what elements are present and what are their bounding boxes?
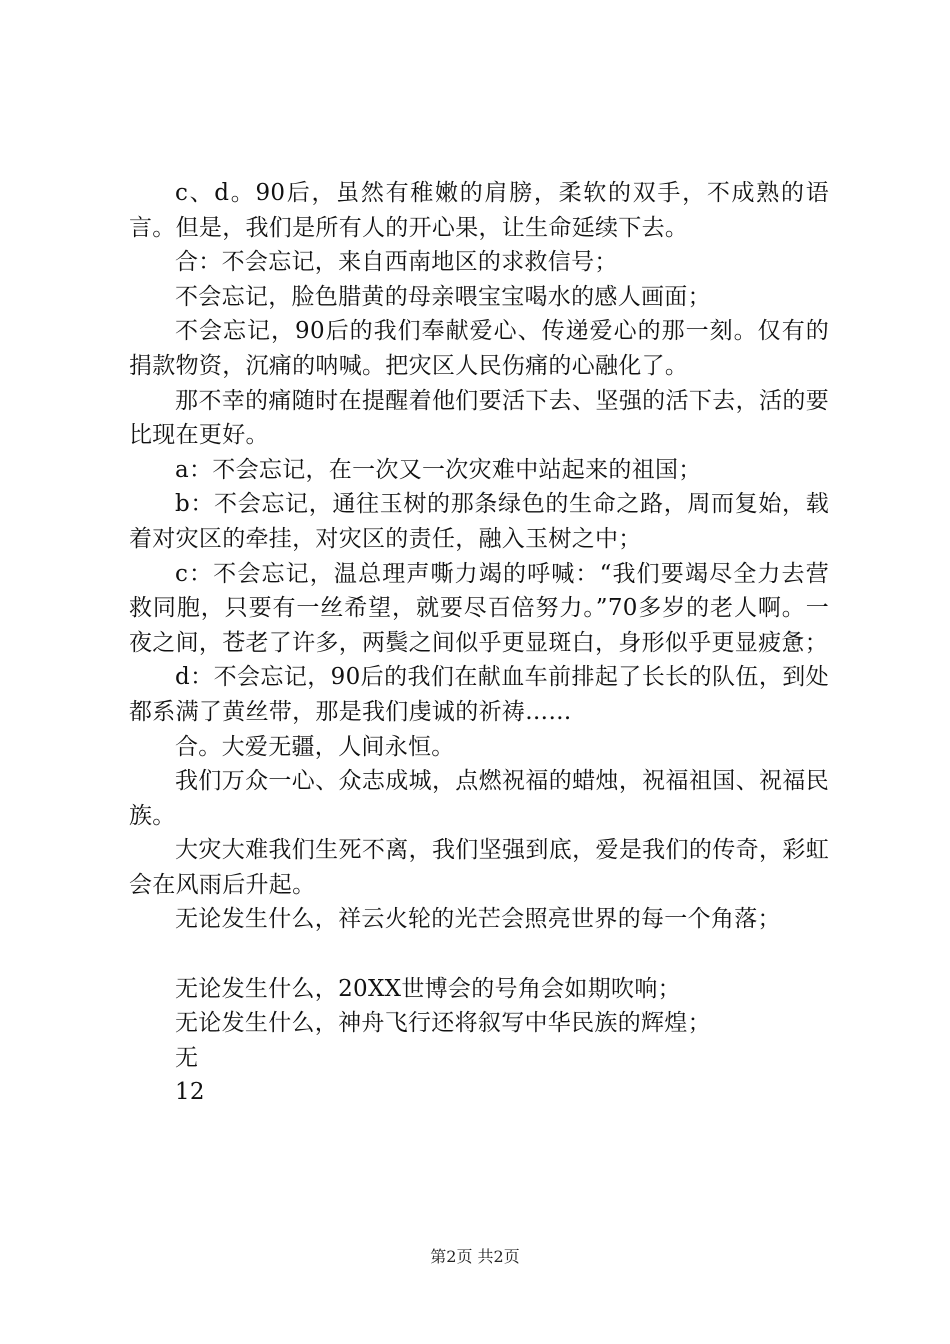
paragraph-7: b：不会忘记，通往玉树的那条绿色的生命之路，周而复始，载着对灾区的牵挂，对灾区的责任，融入玉树之中； (129, 491, 829, 552)
paragraph-4: 不会忘记，90后的我们奉献爱心、传递爱心的那一刻。仅有的捐款物资，沉痛的呐喊。把灾区人民伤痛的心融化了。 (129, 318, 829, 379)
document-body (129, 176, 829, 1110)
paragraph-9: d：不会忘记，90后的我们在献血车前排起了长长的队伍，到处都系满了黄丝带，那是我们虔诚的祈祷…… (129, 664, 829, 725)
paragraph-3: 不会忘记，脸色腊黄的母亲喂宝宝喝水的感人画面； (175, 283, 711, 310)
paragraph-5: 那不幸的痛随时在提醒着他们要活下去、坚强的活下去，活的要比现在更好。 (129, 387, 829, 449)
paragraph-17: 12 (175, 1079, 205, 1106)
paragraph-6: a：不会忘记，在一次又一次灾难中站起来的祖国； (175, 456, 702, 483)
paragraph-1: c、d。90后，虽然有稚嫩的肩膀，柔软的双手，不成熟的语言。但是，我们是所有人的开心果，让生命延续下去。 (129, 180, 829, 241)
blank-line (129, 937, 829, 972)
paragraph-12: 大灾大难我们生死不离，我们坚强到底，爱是我们的传奇，彩虹会在风雨后升起。 (129, 837, 829, 898)
paragraph-2: 合：不会忘记，来自西南地区的求救信号； (175, 249, 618, 276)
paragraph-10: 合。大爱无疆，人间永恒。 (175, 733, 455, 760)
paragraph-16: 无 (175, 1044, 199, 1071)
paragraph-11: 我们万众一心、众志成城，点燃祝福的蜡烛，祝福祖国、祝福民族。 (129, 768, 829, 829)
paragraph-8: c：不会忘记，温总理声嘶力竭的呼喊：“我们要竭尽全力去营救同胞，只要有一丝希望，就要尽百倍努力。”70多岁的老人啊。一夜之间，苍老了许多，两鬓之间似乎更显斑白，身形似乎更显疲惫； (129, 560, 829, 656)
paragraph-15: 无论发生什么，神舟飞行还将叙写中华民族的辉煌； (175, 1010, 711, 1037)
page-footer: 第2页 共2页 (430, 1247, 520, 1266)
paragraph-14: 无论发生什么，20XX世博会的号角会如期吹响； (175, 975, 681, 1002)
paragraph-13: 无论发生什么，祥云火轮的光芒会照亮世界的每一个角落； (175, 906, 781, 933)
